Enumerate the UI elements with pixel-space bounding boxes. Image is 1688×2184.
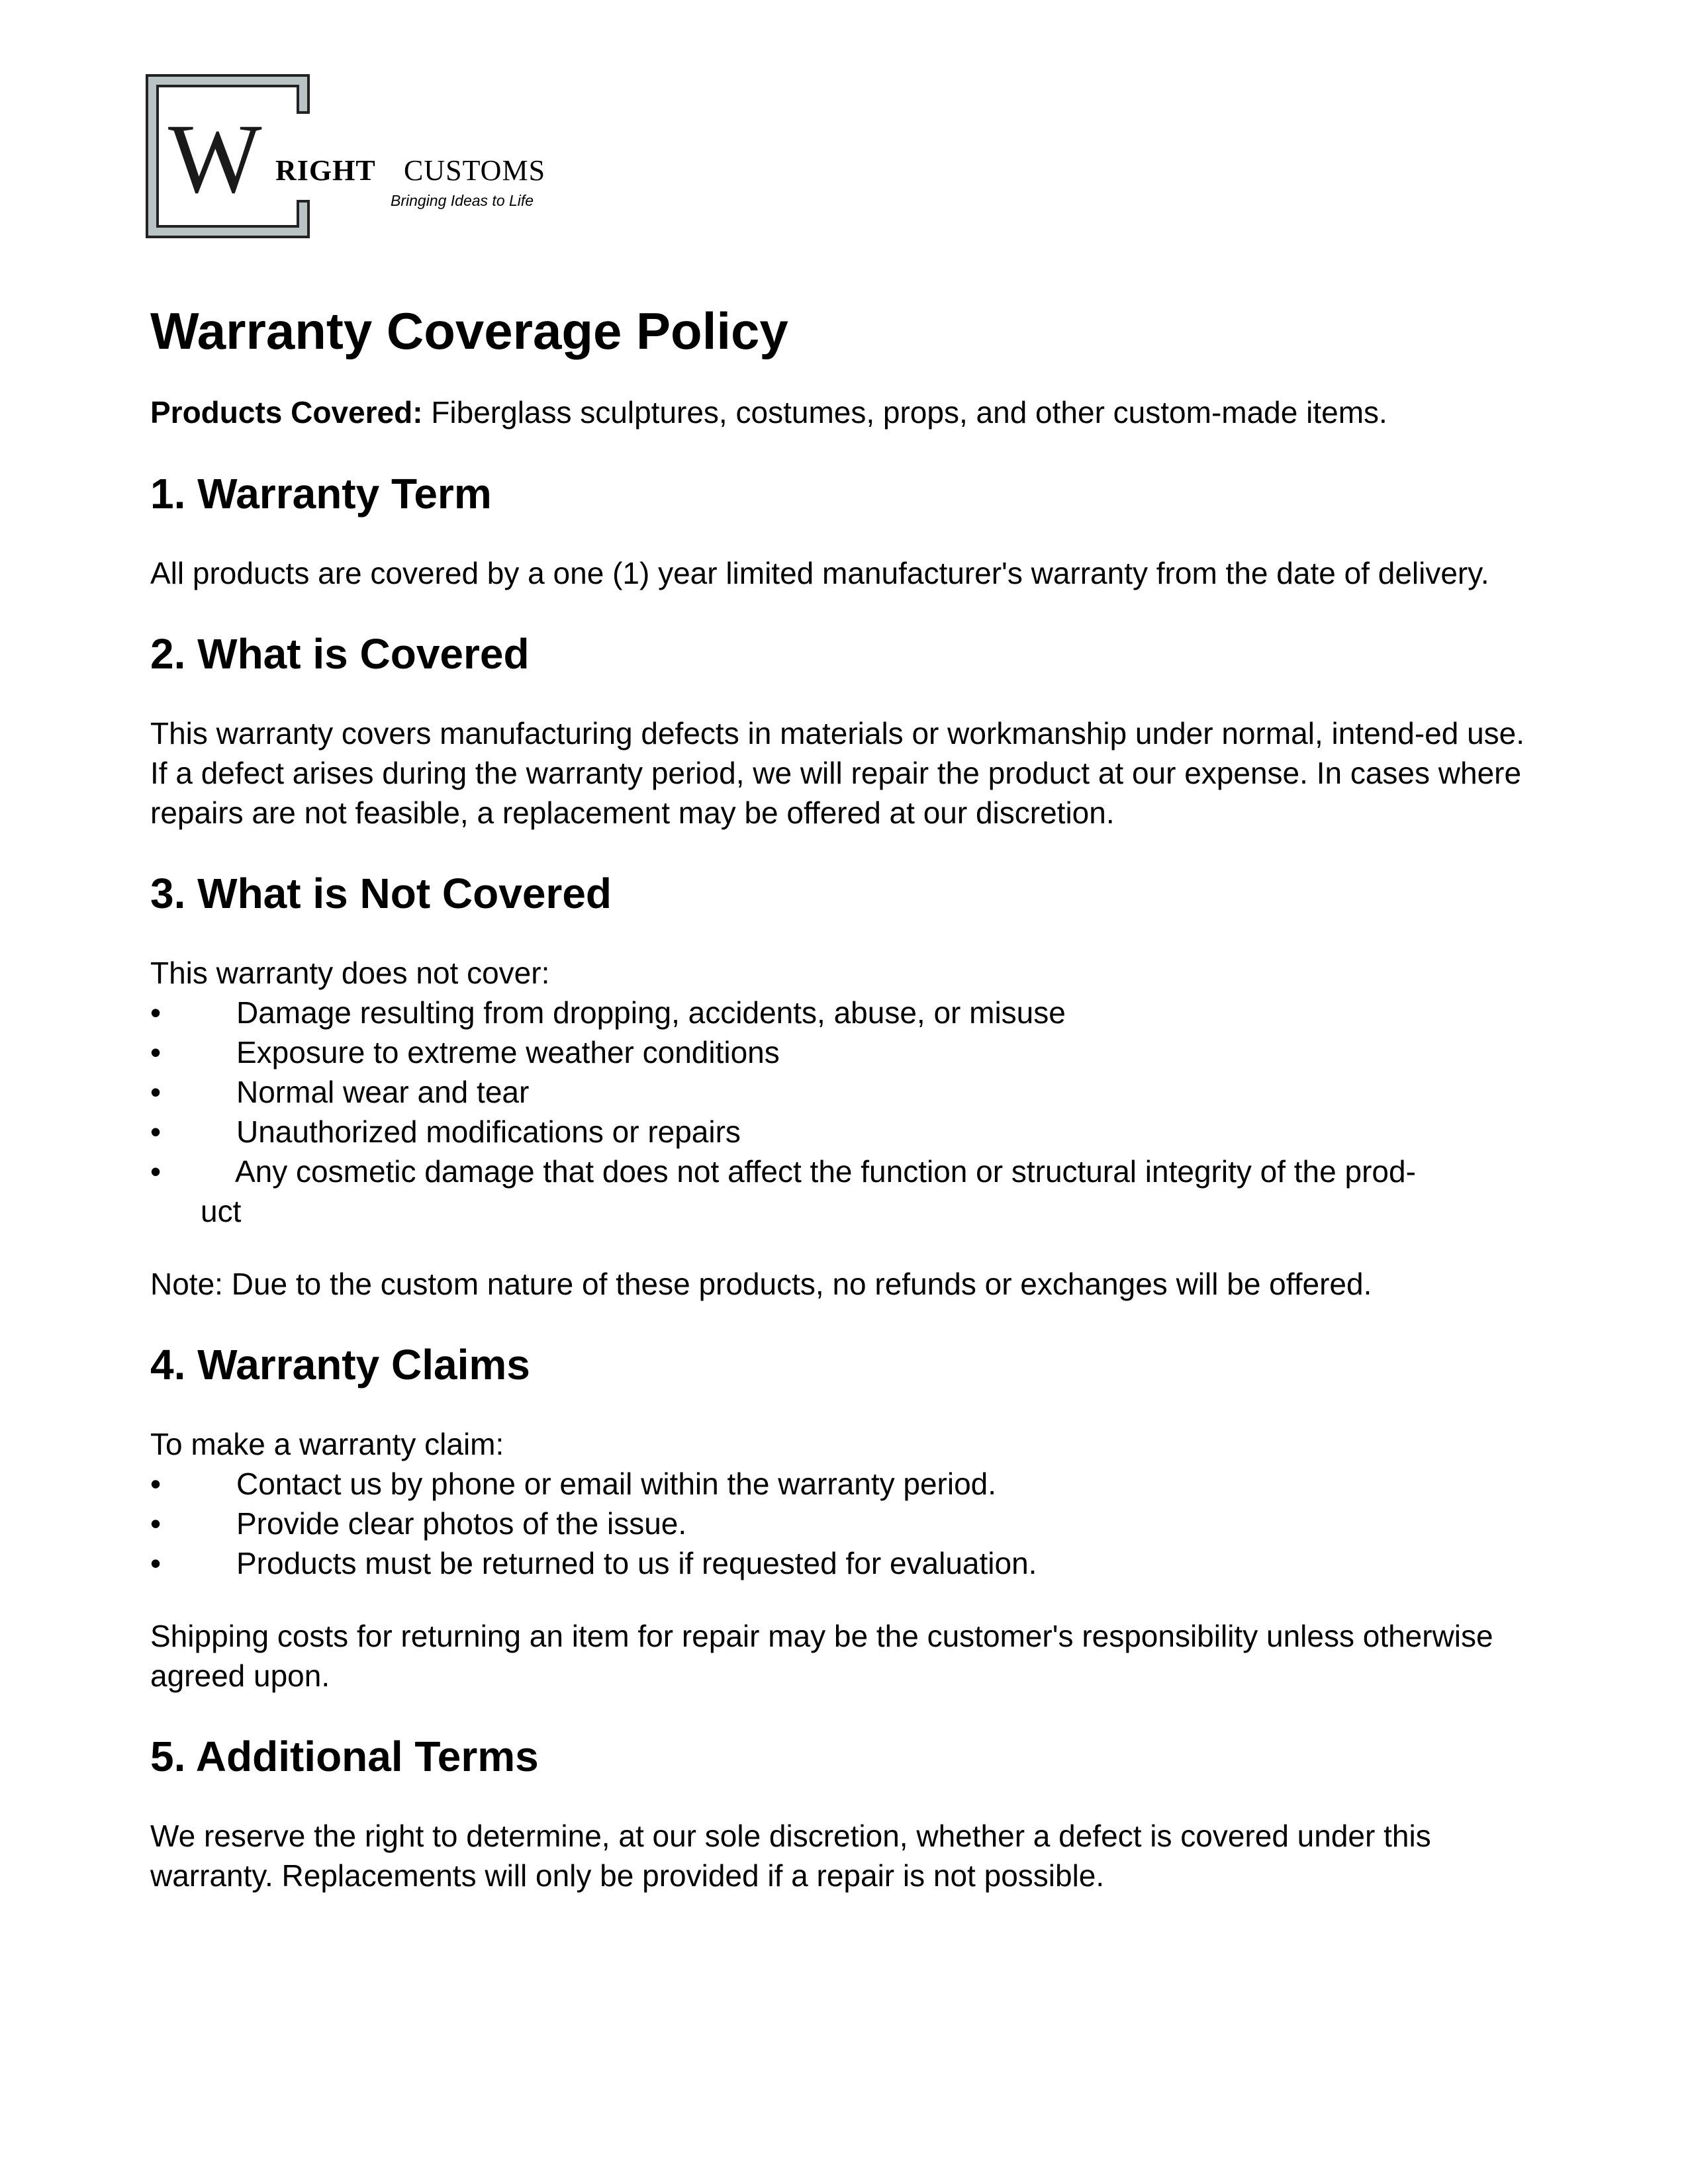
company-logo bbox=[144, 73, 555, 240]
section-paragraph-additional-terms: We reserve the right to determine, at our sole discretion, whether a defect is covered under this warranty. Replacements will only be provided if a repair is not possible. bbox=[150, 1819, 1431, 1893]
bullet-glyph: • bbox=[150, 1546, 162, 1580]
list-item bbox=[150, 1152, 1547, 1231]
list-item-text: Products must be returned to us if requested for evaluation. bbox=[236, 1546, 1037, 1580]
section-paragraph-what-is-covered: This warranty covers manufacturing defects in materials or workmanship under normal, intend-ed use. If a defect arises during the warranty period, we will repair the product at our expense. In cases where repairs are not feasible, a replacement may be offered at our discretion. bbox=[150, 716, 1525, 830]
section-heading-warranty-claims: 4. Warranty Claims bbox=[150, 1341, 530, 1388]
not-covered-list bbox=[150, 993, 1547, 1231]
list-item-text: Contact us by phone or email within the warranty period. bbox=[236, 1467, 997, 1501]
policy-content bbox=[150, 298, 1547, 1895]
list-item bbox=[150, 1072, 1547, 1112]
bullet-glyph: • bbox=[150, 1035, 162, 1069]
claims-note: Shipping costs for returning an item for repair may be the customer's responsibility unless otherwise agreed upon. bbox=[150, 1619, 1493, 1693]
claims-intro: To make a warranty claim: bbox=[150, 1427, 504, 1461]
list-item bbox=[150, 1032, 1547, 1072]
logo-name-part2: CUSTOMS bbox=[404, 154, 546, 187]
section-heading-additional-terms: 5. Additional Terms bbox=[150, 1733, 539, 1780]
bullet-glyph: • bbox=[150, 1115, 162, 1149]
list-item-continuation: uct bbox=[201, 1194, 242, 1228]
logo-name-part1: RIGHT bbox=[275, 154, 376, 187]
list-item-text: Unauthorized modifications or repairs bbox=[236, 1115, 741, 1149]
claims-list bbox=[150, 1464, 1547, 1583]
products-covered bbox=[150, 392, 1547, 433]
list-item-text: Any cosmetic damage that does not affect the function or structural integrity of the prod- bbox=[235, 1154, 1416, 1189]
list-item-text: Normal wear and tear bbox=[236, 1075, 530, 1109]
section-heading-warranty-term: 1. Warranty Term bbox=[150, 470, 492, 518]
products-covered-label: Products Covered: bbox=[150, 395, 423, 430]
bullet-glyph: • bbox=[150, 1075, 162, 1109]
list-item bbox=[150, 993, 1547, 1032]
list-item-text: Provide clear photos of the issue. bbox=[236, 1506, 687, 1541]
not-covered-intro: This warranty does not cover: bbox=[150, 956, 550, 990]
bullet-glyph: • bbox=[150, 1506, 162, 1541]
bullet-glyph: • bbox=[150, 1467, 162, 1501]
list-item-text: Exposure to extreme weather conditions bbox=[236, 1035, 780, 1069]
page-title: Warranty Coverage Policy bbox=[150, 302, 788, 360]
list-item-text: Damage resulting from dropping, accidents, abuse, or misuse bbox=[236, 995, 1066, 1030]
list-item bbox=[150, 1464, 1547, 1504]
logo-tagline: Bringing Ideas to Life bbox=[391, 192, 534, 209]
products-covered-text: Fiberglass sculptures, costumes, props, and other custom-made items. bbox=[422, 395, 1387, 430]
section-heading-what-is-covered: 2. What is Covered bbox=[150, 630, 530, 678]
bullet-glyph: • bbox=[150, 995, 162, 1030]
section-heading-not-covered: 3. What is Not Covered bbox=[150, 870, 612, 917]
list-item bbox=[150, 1504, 1547, 1543]
section-paragraph-warranty-term: All products are covered by a one (1) year limited manufacturer's warranty from the date of delivery. bbox=[150, 556, 1489, 590]
not-covered-note: Note: Due to the custom nature of these products, no refunds or exchanges will be offered. bbox=[150, 1267, 1372, 1301]
svg-text:W: W bbox=[168, 104, 262, 214]
bullet-glyph: • bbox=[150, 1154, 162, 1189]
list-item bbox=[150, 1543, 1547, 1583]
list-item bbox=[150, 1112, 1547, 1152]
